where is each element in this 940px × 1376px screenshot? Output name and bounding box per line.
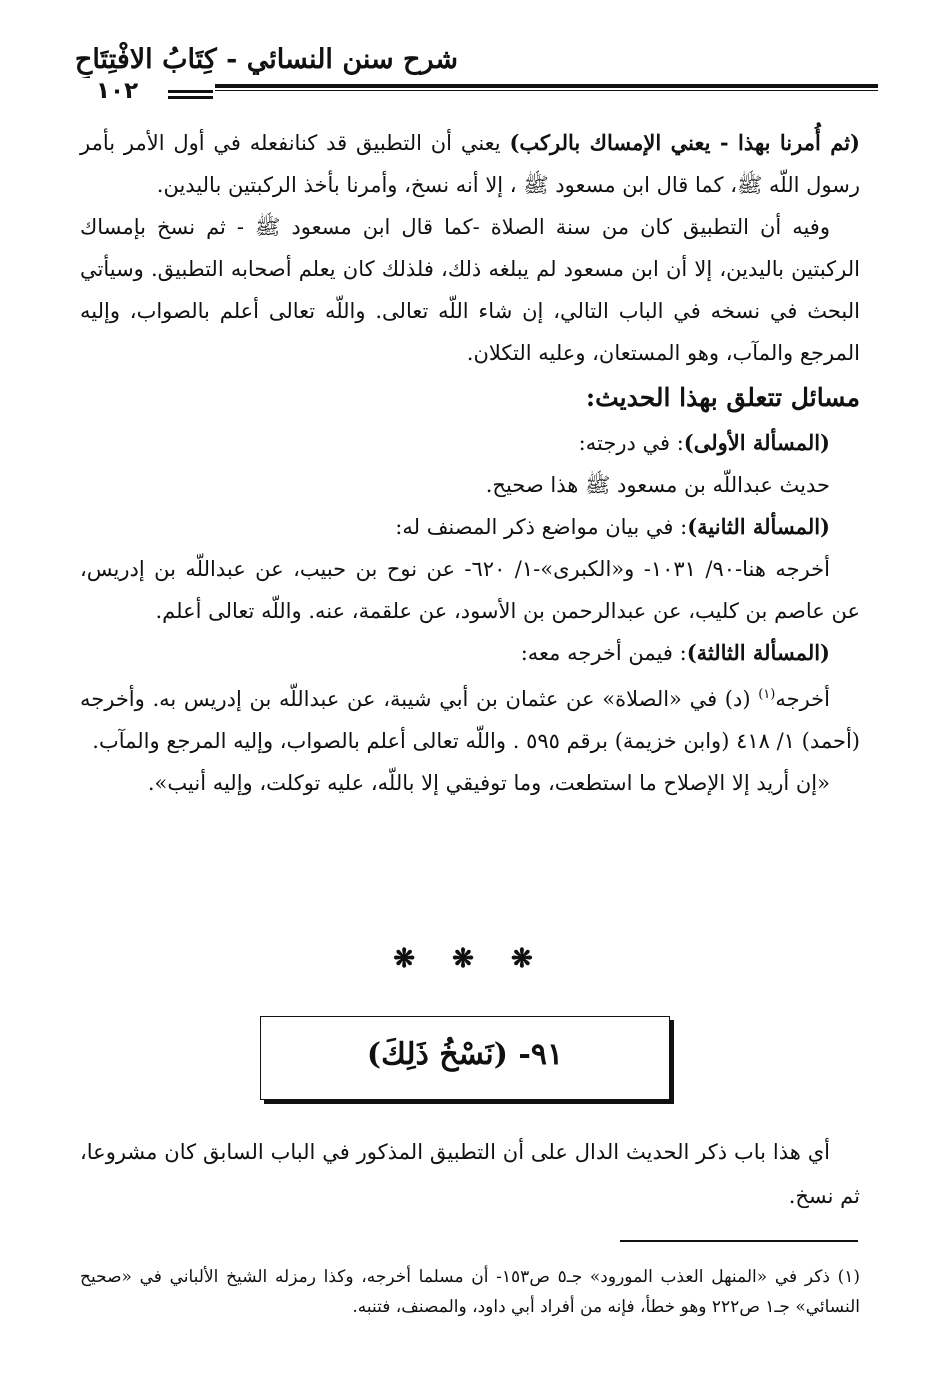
question-3-answer xyxy=(80,674,860,762)
chapter-intro-text: أي هذا باب ذكر الحديث الدال على أن التطبيق المذكور في الباب السابق كان مشروعا، ثم نسخ. xyxy=(80,1140,860,1208)
question-1 xyxy=(80,422,860,464)
footnote-marker[interactable]: (١) xyxy=(758,687,776,702)
paragraph-1-text: يعني أن التطبيق قد كنانفعله في أول الأمر بأمر رسول اللّه ﷺ، كما قال ابن مسعود ﷺ ، إلا أنه نسخ، وأمرنا بأخذ الركبتين باليدين. xyxy=(80,131,860,197)
page-number-bars xyxy=(168,90,213,102)
running-header-title: شرح سنن النسائي - كِتَابُ الافْتِتَاحِ xyxy=(74,44,458,75)
chapter-heading-box xyxy=(260,1016,670,1100)
question-2-answer: أخرجه هنا-٩٠/ ١٠٣١- و«الكبرى»-١/ ٦٢٠- عن نوح بن حبيب، عن عبداللّه بن إدريس، عن عاصم بن كليب، عن عبدالرحمن بن الأسود، عن علقمة، عنه. واللّه تعالى أعلم. xyxy=(80,557,860,623)
question-1-label: (المسألة الأولى) xyxy=(683,430,830,455)
page-number: ١٠٢ xyxy=(88,78,146,104)
question-3 xyxy=(80,632,860,674)
paragraph-1 xyxy=(80,122,860,206)
chapter-title: ٩١- (نَسْخُ ذَلِكَ) xyxy=(366,1037,564,1072)
question-3-answer-rest: (د) في «الصلاة» عن عثمان بن أبي شيبة، عن عبداللّه بن إدريس به. وأخرجه (أحمد) ١/ ٤١٨ (وابن خزيمة) برقم ٥٩٥ . واللّه تعالى أعلم بالصواب، وإليه المرجع والمآب. xyxy=(80,687,860,753)
section-heading: مسائل تتعلق بهذا الحديث: xyxy=(585,383,860,412)
question-2-label: (المسألة الثانية) xyxy=(687,514,830,539)
question-3-label: (المسألة الثالثة) xyxy=(686,640,830,665)
question-1-text: : في درجته: xyxy=(578,431,684,455)
question-3-answer-start: أخرجه xyxy=(775,687,830,711)
main-text xyxy=(80,122,860,804)
section-separator: ❋ ❋ ❋ xyxy=(393,944,547,974)
question-3-text: : فيمن أخرجه معه: xyxy=(520,641,687,665)
question-2 xyxy=(80,506,860,548)
question-2-text: : في بيان مواضع ذكر المصنف له: xyxy=(395,515,688,539)
chapter-intro xyxy=(80,1130,860,1218)
quoted-phrase: (ثم أُمرنا بهذا - يعني الإمساك بالركب) xyxy=(509,130,860,155)
closing-quote: «إن أريد إلا الإصلاح ما استطعت، وما توفيقي إلا باللّه، عليه توكلت، وإليه أنيب». xyxy=(147,771,830,795)
footnote-text: (١) ذكر في «المنهل العذب المورود» جـ٥ ص١٥٣- أن مسلما أخرجه، وكذا رمزله الشيخ الألباني في «صحيح النسائي» جـ١ ص٢٢٢ وهو خطأ، فإنه من أفراد أبي داود، والمصنف، فتنبه. xyxy=(80,1267,861,1317)
page-number-block xyxy=(80,78,215,108)
footnote xyxy=(80,1262,860,1322)
paragraph-2: وفيه أن التطبيق كان من سنة الصلاة -كما قال ابن مسعود ﷺ - ثم نسخ بإمساك الركبتين باليدين، إلا أن ابن مسعود لم يبلغه ذلك، فلذلك كان يعلم أصحابه التطبيق. وسيأتي البحث في نسخه في الباب التالي، إن شاء اللّه تعالى. واللّه تعالى أعلم بالصواب، وإليه المرجع والمآب، وهو المستعان، وعليه التكلان. xyxy=(80,215,860,365)
question-1-answer: حديث عبداللّه بن مسعود ﷺ هذا صحيح. xyxy=(485,473,830,497)
footnote-rule xyxy=(620,1240,858,1242)
